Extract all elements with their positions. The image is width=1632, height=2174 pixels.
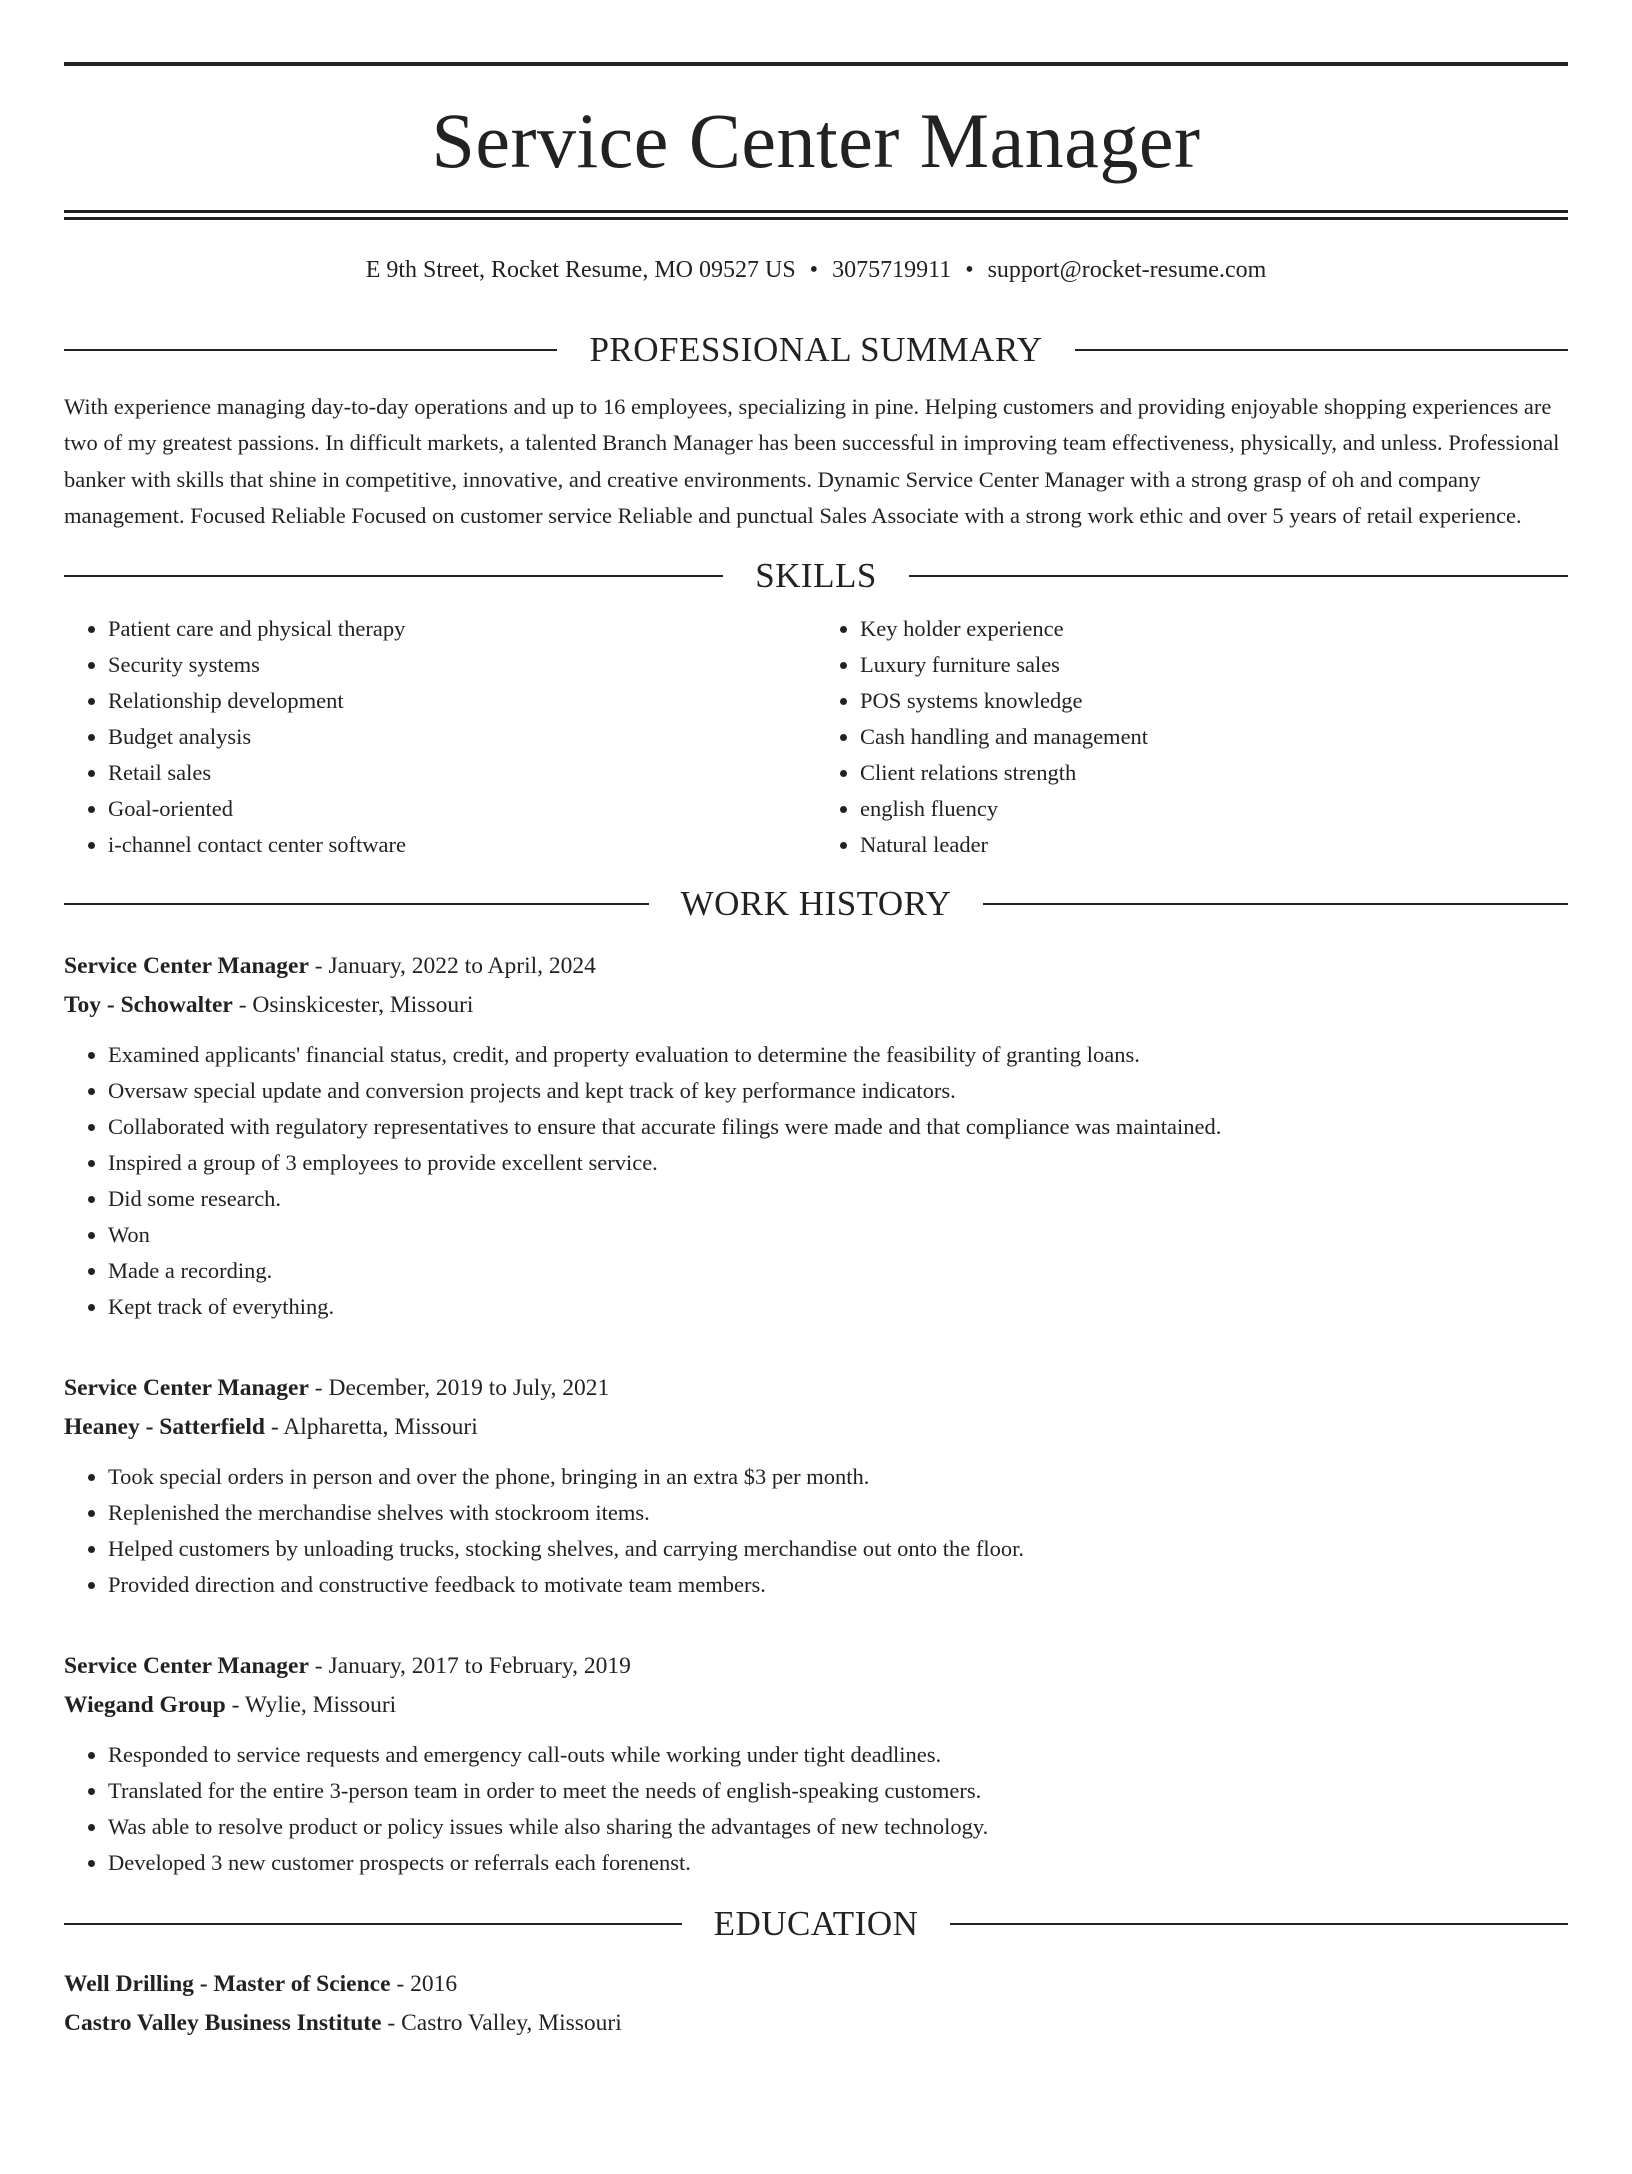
job-title: Service Center Manager bbox=[64, 952, 309, 979]
skill-item: • Security systems bbox=[108, 647, 816, 683]
job-bullet: • Translated for the entire 3-person team in order to meet the needs of english-speaking customers. bbox=[108, 1773, 1568, 1809]
contact-email[interactable]: support@rocket-resume.com bbox=[987, 257, 1267, 283]
education-degree-line bbox=[64, 1965, 1568, 2004]
job-location: - Alpharetta, Missouri bbox=[265, 1413, 478, 1440]
skill-item: • Luxury furniture sales bbox=[860, 647, 1568, 683]
skill-item: • i-channel contact center software bbox=[108, 827, 816, 863]
job-bullets bbox=[64, 1037, 1568, 1325]
skills-list bbox=[64, 611, 1568, 863]
job-bullet: • Collaborated with regulatory representatives to ensure that accurate filings were made and that compliance was maintained. bbox=[108, 1109, 1568, 1145]
skills-heading: SKILLS bbox=[755, 555, 877, 595]
job-bullet: • Did some research. bbox=[108, 1181, 1568, 1217]
job-title: Service Center Manager bbox=[64, 1374, 309, 1401]
contact-separator: • bbox=[965, 257, 974, 283]
job-bullet: • Took special orders in person and over the phone, bringing in an extra $3 per month. bbox=[108, 1459, 1568, 1495]
job-bullet: • Examined applicants' financial status, credit, and property evaluation to determine the feasibility of granting loans. bbox=[108, 1037, 1568, 1073]
work-heading: WORK HISTORY bbox=[680, 883, 952, 923]
title-double-rule bbox=[64, 210, 1568, 220]
summary-text: With experience managing day-to-day operations and up to 16 employees, specializing in pine. Helping customers and providing enjoyable shopping experiences are two of my greatest passions. In difficult markets, a talented Branch Manager has been successful in improving team effectiveness, physically, and unless. Professional banker with skills that shine in competitive, innovative, and creative environments. Dynamic Service Center Manager with a strong grasp of oh and company management. Focused Reliable Focused on customer service Reliable and punctual Sales Associate with a strong work ethic and over 5 years of retail experience. bbox=[64, 393, 1560, 529]
job-company-line bbox=[64, 986, 1568, 1025]
job-bullet: • Helped customers by unloading trucks, stocking shelves, and carrying merchandise out onto the floor. bbox=[108, 1531, 1568, 1567]
job-company-line bbox=[64, 1686, 1568, 1725]
skill-item: • Goal-oriented bbox=[108, 791, 816, 827]
section-rule-right bbox=[1075, 349, 1568, 351]
job-bullet: • Oversaw special update and conversion projects and kept track of key performance indicators. bbox=[108, 1073, 1568, 1109]
education-location: - Castro Valley, Missouri bbox=[381, 2009, 622, 2036]
job-title: Service Center Manager bbox=[64, 1652, 309, 1679]
job-bullet: • Kept track of everything. bbox=[108, 1289, 1568, 1325]
education-entry bbox=[64, 1965, 1568, 2043]
job-entry bbox=[64, 1647, 1568, 1881]
skills-section-header bbox=[64, 555, 1568, 597]
summary-heading: PROFESSIONAL SUMMARY bbox=[589, 329, 1043, 369]
job-title-line bbox=[64, 1647, 1568, 1686]
job-bullets bbox=[64, 1737, 1568, 1881]
job-dates: - January, 2017 to February, 2019 bbox=[308, 1652, 631, 1679]
skill-item: • Budget analysis bbox=[108, 719, 816, 755]
job-bullet: • Won bbox=[108, 1217, 1568, 1253]
contact-address: E 9th Street, Rocket Resume, MO 09527 US bbox=[365, 257, 796, 283]
skill-item: • POS systems knowledge bbox=[860, 683, 1568, 719]
contact-line bbox=[64, 256, 1568, 285]
resume-title: Service Center Manager bbox=[431, 97, 1201, 184]
education-school-line bbox=[64, 2004, 1568, 2043]
education-degree: Well Drilling - Master of Science bbox=[64, 1970, 391, 1997]
top-rule bbox=[64, 62, 1568, 66]
skill-item: • Cash handling and management bbox=[860, 719, 1568, 755]
section-rule-right bbox=[909, 575, 1568, 577]
section-rule-left bbox=[64, 1923, 682, 1925]
skill-item: • english fluency bbox=[860, 791, 1568, 827]
work-section-header bbox=[64, 883, 1568, 925]
section-rule-left bbox=[64, 349, 557, 351]
section-rule-left bbox=[64, 903, 649, 905]
skill-item: • Client relations strength bbox=[860, 755, 1568, 791]
skill-item: • Relationship development bbox=[108, 683, 816, 719]
skills-column-left bbox=[64, 611, 816, 863]
job-bullets bbox=[64, 1459, 1568, 1603]
job-bullet: • Provided direction and constructive feedback to motivate team members. bbox=[108, 1567, 1568, 1603]
skill-item: • Patient care and physical therapy bbox=[108, 611, 816, 647]
job-entry bbox=[64, 947, 1568, 1325]
resume-page bbox=[0, 62, 1632, 2174]
contact-phone: 3075719911 bbox=[832, 257, 952, 283]
section-rule-left bbox=[64, 575, 723, 577]
contact-separator: • bbox=[809, 257, 819, 283]
job-location: - Wylie, Missouri bbox=[225, 1691, 397, 1718]
summary-section-header bbox=[64, 329, 1568, 371]
skill-item: • Key holder experience bbox=[860, 611, 1568, 647]
job-location: - Osinskicester, Missouri bbox=[232, 991, 474, 1018]
job-bullet: • Responded to service requests and emergency call-outs while working under tight deadlines. bbox=[108, 1737, 1568, 1773]
job-bullet: • Replenished the merchandise shelves with stockroom items. bbox=[108, 1495, 1568, 1531]
job-bullet: • Made a recording. bbox=[108, 1253, 1568, 1289]
education-school: Castro Valley Business Institute bbox=[64, 2009, 382, 2036]
education-section-header bbox=[64, 1903, 1568, 1945]
skill-item: • Natural leader bbox=[860, 827, 1568, 863]
job-entry bbox=[64, 1369, 1568, 1603]
skills-column-right bbox=[816, 611, 1568, 863]
job-title-line bbox=[64, 1369, 1568, 1408]
job-company: Heaney - Satterfield bbox=[64, 1413, 266, 1440]
job-title-line bbox=[64, 947, 1568, 986]
skill-item: • Retail sales bbox=[108, 755, 816, 791]
section-rule-right bbox=[950, 1923, 1568, 1925]
job-company-line bbox=[64, 1408, 1568, 1447]
job-company: Wiegand Group bbox=[64, 1691, 226, 1718]
job-dates: - January, 2022 to April, 2024 bbox=[308, 952, 596, 979]
job-bullet: • Developed 3 new customer prospects or referrals each forenenst. bbox=[108, 1845, 1568, 1881]
education-year: - 2016 bbox=[390, 1970, 458, 1997]
job-bullet: • Inspired a group of 3 employees to provide excellent service. bbox=[108, 1145, 1568, 1181]
job-bullet: • Was able to resolve product or policy issues while also sharing the advantages of new technology. bbox=[108, 1809, 1568, 1845]
job-company: Toy - Schowalter bbox=[64, 991, 233, 1018]
section-rule-right bbox=[983, 903, 1568, 905]
job-dates: - December, 2019 to July, 2021 bbox=[308, 1374, 610, 1401]
education-heading: EDUCATION bbox=[713, 1903, 919, 1943]
